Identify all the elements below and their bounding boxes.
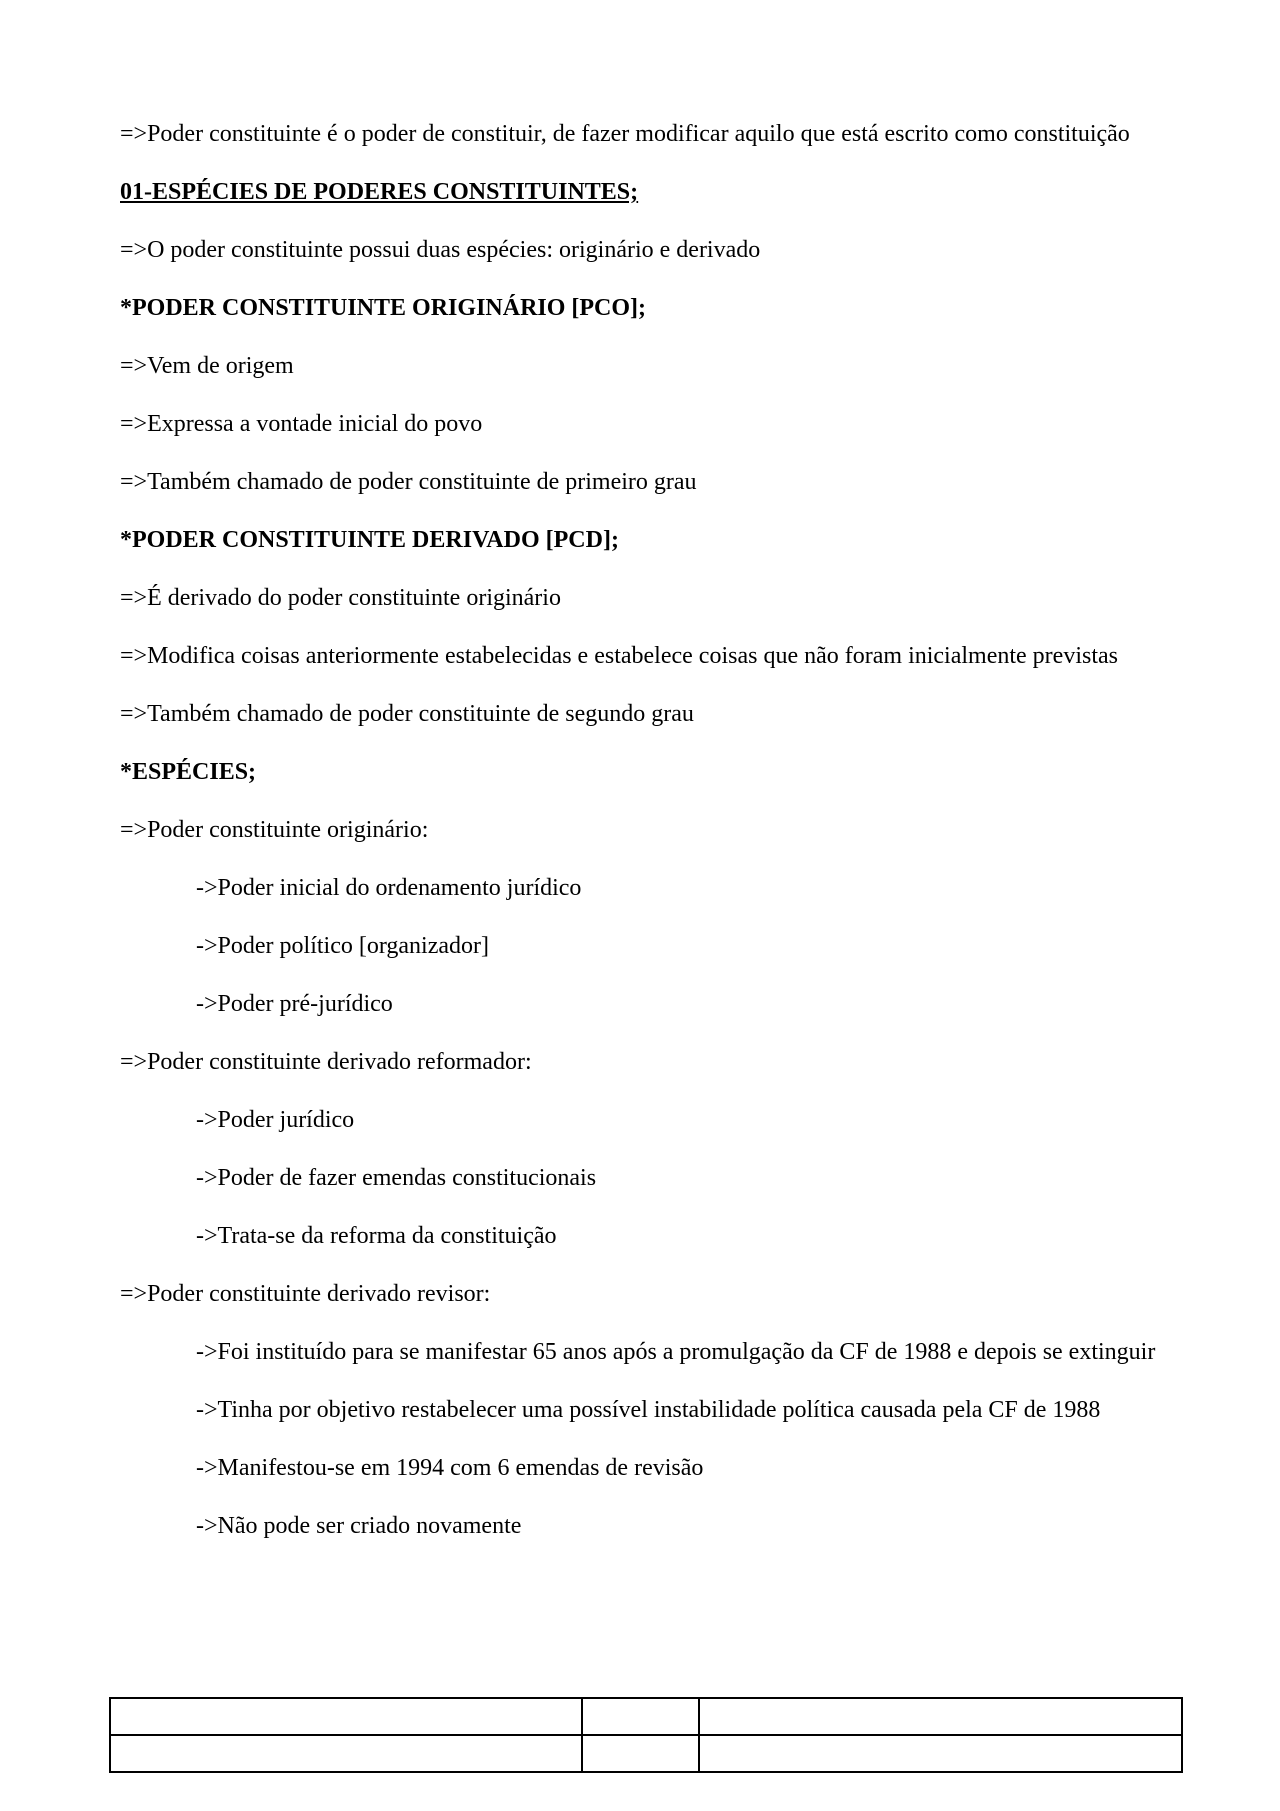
- indented-item: ->Poder jurídico: [196, 1107, 355, 1133]
- indented-item: ->Poder de fazer emendas constitucionais: [196, 1165, 597, 1191]
- paragraph: =>O poder constituinte possui duas espécies: originário e derivado: [120, 237, 761, 263]
- table-cell: [110, 1735, 582, 1772]
- paragraph: =>Vem de origem: [120, 353, 294, 379]
- indented-item: ->Foi instituído para se manifestar 65 anos após a promulgação da CF de 1988 e depois se extinguir: [196, 1339, 1156, 1365]
- table-cell: [110, 1698, 582, 1735]
- table-cell: [699, 1698, 1182, 1735]
- paragraph: =>Modifica coisas anteriormente estabelecidas e estabelece coisas que não foram inicialmente previstas: [120, 643, 1118, 669]
- subsection-heading: *PODER CONSTITUINTE DERIVADO [PCD];: [120, 527, 619, 553]
- paragraph: =>Poder constituinte originário:: [120, 817, 429, 843]
- table-cell: [582, 1735, 699, 1772]
- document-body: [120, 120, 1160, 1570]
- paragraph: =>Também chamado de poder constituinte de primeiro grau: [120, 469, 697, 495]
- paragraph: =>Poder constituinte derivado revisor:: [120, 1281, 491, 1307]
- subsection-heading: *ESPÉCIES;: [120, 759, 257, 785]
- section-heading: 01-ESPÉCIES DE PODERES CONSTITUINTES;: [120, 179, 639, 205]
- paragraph: =>Expressa a vontade inicial do povo: [120, 411, 483, 437]
- subsection-heading: *PODER CONSTITUINTE ORIGINÁRIO [PCO];: [120, 295, 647, 321]
- paragraph: =>É derivado do poder constituinte originário: [120, 585, 561, 611]
- indented-item: ->Poder inicial do ordenamento jurídico: [196, 875, 582, 901]
- table-row: [110, 1698, 1182, 1735]
- footer-table: [109, 1697, 1183, 1773]
- indented-item: ->Manifestou-se em 1994 com 6 emendas de revisão: [196, 1455, 704, 1481]
- table-cell: [699, 1735, 1182, 1772]
- indented-item: ->Poder pré-jurídico: [196, 991, 393, 1017]
- table-row: [110, 1735, 1182, 1772]
- paragraph: =>Também chamado de poder constituinte de segundo grau: [120, 701, 694, 727]
- table-cell: [582, 1698, 699, 1735]
- indented-item: ->Trata-se da reforma da constituição: [196, 1223, 557, 1249]
- indented-item: ->Poder político [organizador]: [196, 933, 490, 959]
- paragraph: =>Poder constituinte derivado reformador:: [120, 1049, 532, 1075]
- indented-item: ->Tinha por objetivo restabelecer uma possível instabilidade política causada pela CF de 1988: [196, 1397, 1101, 1423]
- indented-item: ->Não pode ser criado novamente: [196, 1513, 522, 1539]
- paragraph: =>Poder constituinte é o poder de constituir, de fazer modificar aquilo que está escrito como constituição: [120, 121, 1130, 147]
